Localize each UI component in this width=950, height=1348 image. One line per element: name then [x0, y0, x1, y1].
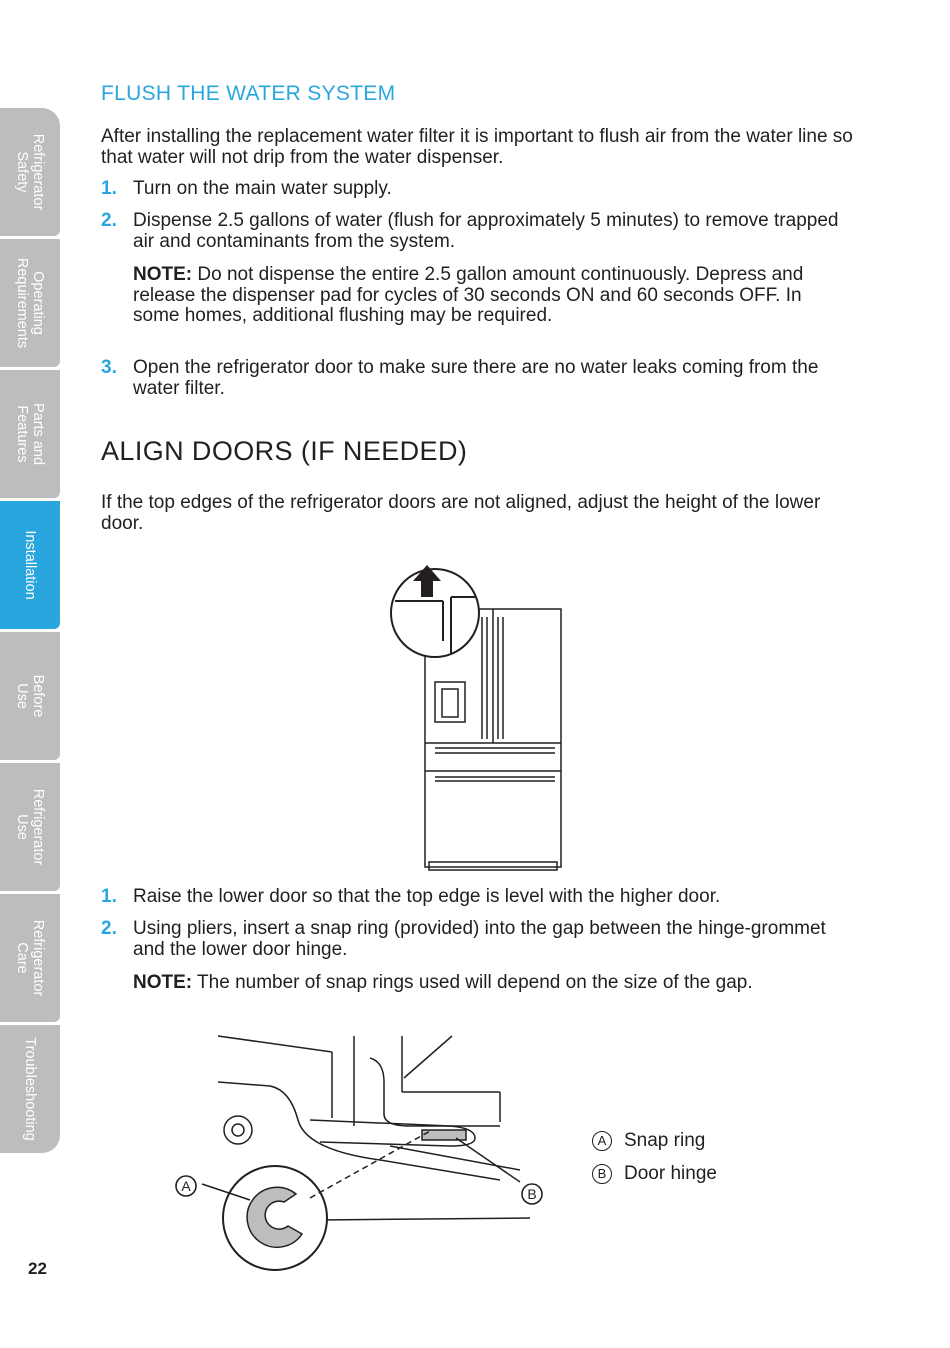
tab-label: Troubleshooting [22, 1037, 38, 1141]
note-label: NOTE: [133, 972, 193, 993]
tab-label: Parts and Features [14, 402, 46, 466]
legend-badge: B [592, 1164, 612, 1184]
flush-intro: After installing the replacement water filter it is important to flush air from the water line so that water will not drip from the water dispenser. [101, 126, 853, 168]
section-heading-align: ALIGN DOORS (IF NEEDED) [101, 436, 468, 466]
refrigerator-illustration [385, 553, 570, 873]
step-number: 3. [101, 357, 117, 378]
door-hinge-illustration [170, 1030, 550, 1280]
tab-troubleshooting[interactable] [0, 1025, 60, 1153]
callout-b: B [527, 1186, 537, 1202]
flush-step-3 [101, 358, 861, 399]
tab-refrigerator-safety[interactable] [0, 108, 60, 236]
align-note [133, 973, 853, 994]
illustration-legend [592, 1124, 717, 1190]
step-text: Dispense 2.5 gallons of water (flush for approximately 5 minutes) to remove trapped air and contaminants from the system. [133, 210, 839, 252]
step-number: 2. [101, 918, 117, 939]
legend-item-door-hinge [592, 1157, 717, 1190]
tab-label: Operating Requirements [14, 257, 46, 349]
flush-note [133, 265, 853, 327]
section-heading-flush: FLUSH THE WATER SYSTEM [101, 82, 396, 105]
tab-before-use[interactable] [0, 632, 60, 760]
step-text: Turn on the main water supply. [133, 178, 392, 199]
step-text: Open the refrigerator door to make sure there are no water leaks coming from the water filter. [133, 357, 819, 399]
legend-badge: A [592, 1131, 612, 1151]
step-number: 2. [101, 210, 117, 231]
tab-operating-requirements[interactable] [0, 239, 60, 367]
tab-label: Refrigerator Use [14, 788, 46, 866]
align-step-1 [101, 887, 861, 908]
tab-refrigerator-use[interactable] [0, 763, 60, 891]
tab-label: Installation [22, 530, 38, 600]
step-number: 1. [101, 178, 117, 199]
legend-label: Snap ring [624, 1129, 706, 1151]
step-text: Raise the lower door so that the top edge is level with the higher door. [133, 886, 721, 907]
note-text: The number of snap rings used will depend on the size of the gap. [192, 972, 753, 993]
tab-refrigerator-care[interactable] [0, 894, 60, 1022]
tab-label: Before Use [14, 674, 46, 718]
align-step-2 [101, 919, 861, 960]
legend-item-snap-ring [592, 1124, 717, 1157]
align-intro: If the top edges of the refrigerator doors are not aligned, adjust the height of the lower door. [101, 492, 821, 534]
page-number: 22 [28, 1259, 47, 1278]
note-label: NOTE: [133, 264, 193, 285]
legend-label: Door hinge [624, 1162, 717, 1184]
tab-installation[interactable] [0, 501, 60, 629]
note-text: Do not dispense the entire 2.5 gallon amount continuously. Depress and release the dispenser pad for cycles of 30 seconds ON and 60 seconds OFF. In some homes, additional flushing may be required. [133, 264, 804, 326]
flush-step-2 [101, 211, 861, 252]
callout-a: A [181, 1178, 191, 1194]
tab-label: Refrigerator Care [14, 919, 46, 997]
step-text: Using pliers, insert a snap ring (provided) into the gap between the hinge-grommet and the lower door hinge. [133, 918, 826, 960]
tab-parts-and-features[interactable] [0, 370, 60, 498]
tab-label: Refrigerator Safety [14, 133, 46, 211]
step-number: 1. [101, 886, 117, 907]
flush-step-1 [101, 179, 861, 200]
